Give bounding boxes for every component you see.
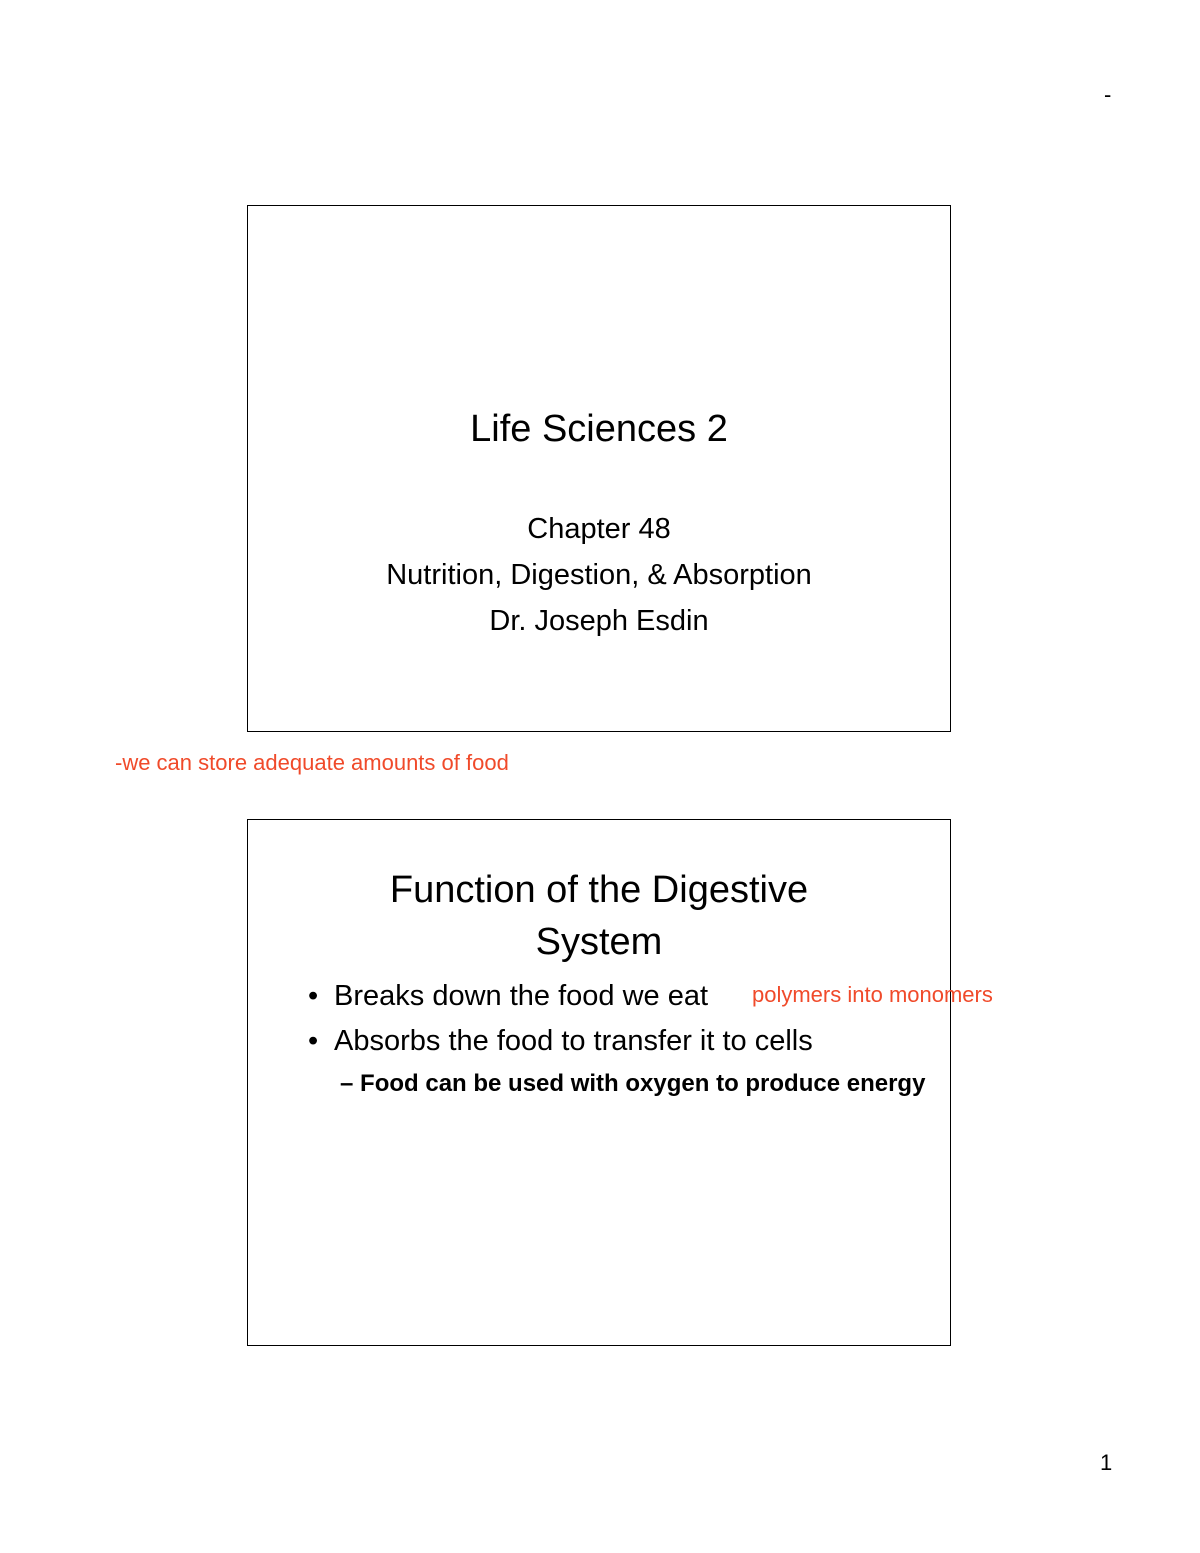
bullet-text: Absorbs the food to transfer it to cells [334, 1025, 813, 1057]
slide-title-heading: Life Sciences 2 [470, 408, 728, 450]
slide-author: Dr. Joseph Esdin [489, 605, 709, 637]
slide-subtitle: Nutrition, Digestion, & Absorption [386, 559, 812, 591]
bullet-text: Breaks down the food we eat [334, 980, 709, 1012]
corner-mark: - [1104, 82, 1112, 107]
bullet-dot: • [308, 1025, 319, 1057]
slide-heading-line1: Function of the Digestive [389, 869, 809, 911]
bullet-item [308, 979, 708, 1013]
handwritten-note-polymers: polymers into monomers [752, 982, 993, 1007]
sub-bullet-dash: – [340, 1070, 354, 1097]
slide-digestive-function [247, 819, 951, 1346]
slide-chapter: Chapter 48 [527, 513, 671, 545]
handwritten-note-storage: -we can store adequate amounts of food [115, 750, 509, 775]
bullet-dot: • [308, 980, 319, 1012]
bullet-item [308, 1024, 813, 1058]
sub-bullet-item [340, 1068, 926, 1100]
sub-bullet-text: Food can be used with oxygen to produce energy [360, 1070, 926, 1097]
slide-heading-line2: System [535, 921, 663, 963]
slide-heading [248, 864, 950, 968]
slide-title [247, 205, 951, 732]
page-number: 1 [1100, 1450, 1113, 1475]
